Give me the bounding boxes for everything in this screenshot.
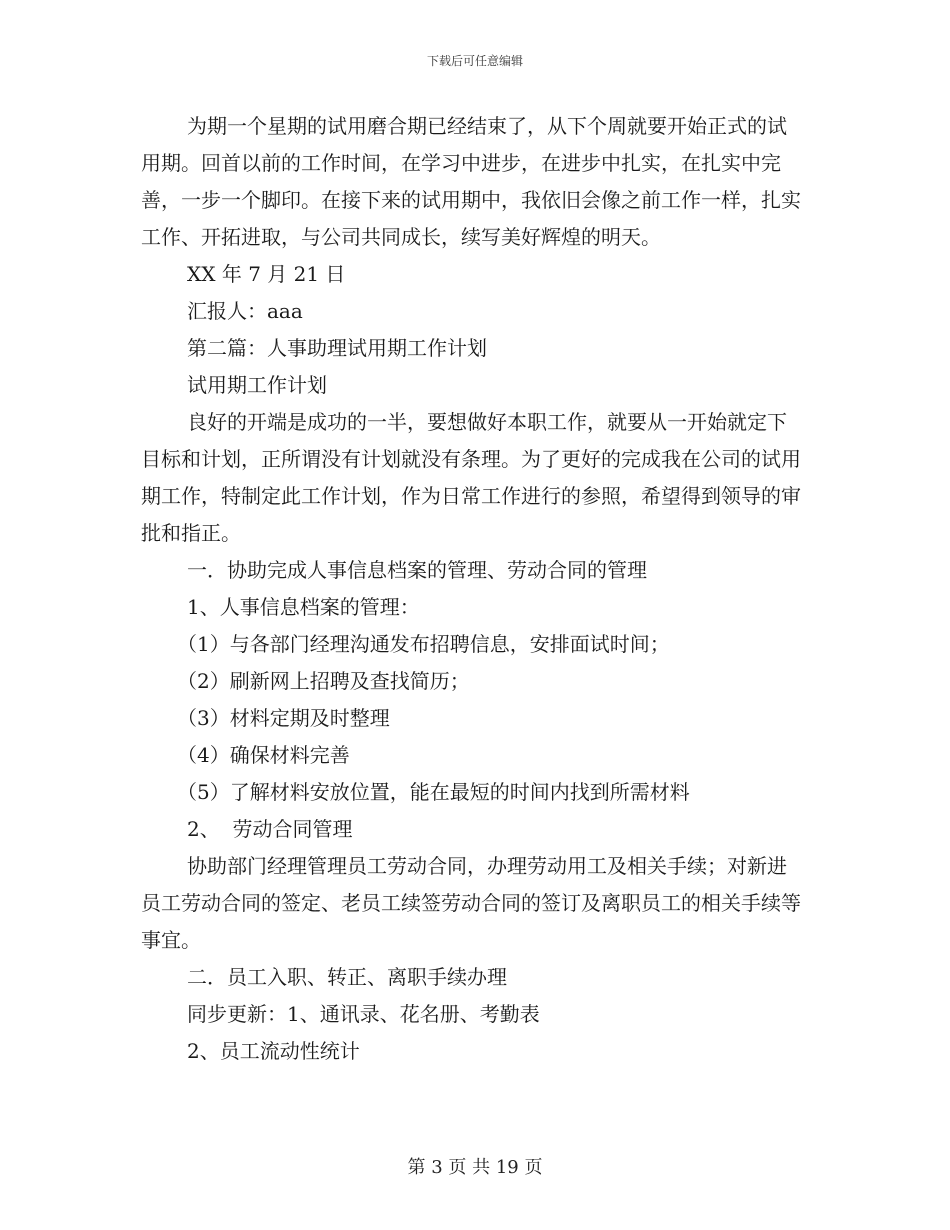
- item-heading-1: 1、人事信息档案的管理：: [187, 595, 420, 619]
- paragraph-contract: 协助部门经理管理员工劳动合同，办理劳动用工及相关手续；对新进员工劳动合同的签定、老员工续签劳动合同的签订及离职员工的相关手续等事宜。: [141, 854, 801, 952]
- section-title: 第二篇：人事助理试用期工作计划: [187, 336, 487, 360]
- sync-update-line: 同步更新：1、通讯录、花名册、考勤表: [187, 1002, 540, 1026]
- report-date: XX 年 7 月 21 日: [187, 262, 346, 286]
- list-item: （3）材料定期及时整理: [177, 706, 390, 730]
- page-header: 下载后可任意编辑: [426, 54, 523, 68]
- list-item: （2）刷新网上招聘及查找简历；: [177, 669, 470, 693]
- subsection-title: 试用期工作计划: [187, 373, 327, 397]
- list-item: （4）确保材料完善: [177, 743, 350, 767]
- reporter-line: 汇报人：aaa: [187, 299, 303, 323]
- turnover-stat-line: 2、员工流动性统计: [187, 1039, 360, 1063]
- paragraph-intro: 良好的开端是成功的一半，要想做好本职工作，就要从一开始就定下目标和计划，正所谓没有计划就没有条理。为了更好的完成我在公司的试用期工作，特制定此工作计划，作为日常工作进行的参照，希望得到领导的审批和指正。: [141, 410, 801, 545]
- list-item: （1）与各部门经理沟通发布招聘信息，安排面试时间；: [177, 632, 670, 656]
- heading-part-two: 二．员工入职、转正、离职手续办理: [187, 965, 507, 989]
- page-footer: 第 3 页 共 19 页: [407, 1157, 543, 1178]
- item-heading-2: 2、 劳动合同管理: [187, 817, 353, 841]
- document-body: [141, 108, 801, 1070]
- paragraph-summary: 为期一个星期的试用磨合期已经结束了，从下个周就要开始正式的试用期。回首以前的工作时间，在学习中进步，在进步中扎实，在扎实中完善，一步一个脚印。在接下来的试用期中，我依旧会像之前工作一样，扎实工作、开拓进取，与公司共同成长，续写美好辉煌的明天。: [141, 114, 801, 249]
- heading-part-one: 一．协助完成人事信息档案的管理、劳动合同的管理: [187, 558, 647, 582]
- list-item: （5）了解材料安放位置，能在最短的时间内找到所需材料: [177, 780, 690, 804]
